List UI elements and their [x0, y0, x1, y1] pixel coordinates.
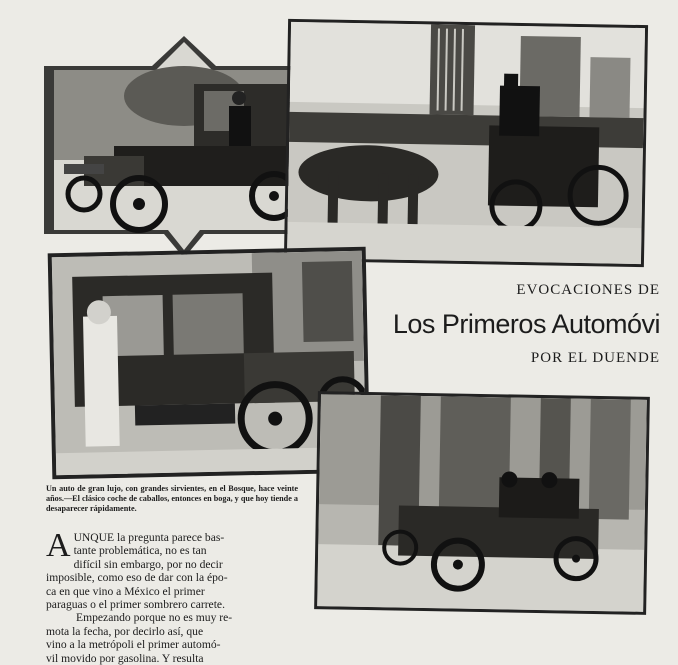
body-line: vino a la metrópoli el primer automó- [46, 638, 221, 652]
body-line: Empezando porque no es muy re- [76, 611, 233, 625]
title-kicker: EVOCACIONES DE [516, 282, 660, 298]
body-line: mota la fecha, por decirlo así, que [46, 624, 204, 638]
touring-car-illustration [317, 394, 647, 612]
body-line: difícil sin embargo, por no decir [73, 557, 223, 571]
photo-horse-carriage [284, 19, 648, 267]
article-byline: POR EL DUENDE [530, 350, 660, 366]
body-line: tante problemática, no es tan [73, 544, 207, 558]
photo-early-car [44, 36, 324, 258]
photo-caption: Un auto de gran lujo, con grandes sirvientes, en el Bosque, hace veinte años.—El clásico coche de caballos, entonces en boga, y que hoy tiende a desaparecer rápidamente. [46, 484, 298, 513]
drop-cap: A [46, 527, 71, 564]
article-body [46, 527, 304, 665]
photo-touring-car [314, 391, 650, 615]
article-headline: Los Primeros Automóvi [392, 309, 660, 339]
body-line: vil movido por gasolina. Y resulta [46, 651, 204, 665]
body-line: imposible, como eso de dar con la épo- [46, 571, 228, 585]
body-line: paraguas o el primer sombrero carrete. [46, 598, 225, 612]
article-title-block [370, 282, 660, 367]
early-car-illustration [44, 36, 324, 258]
carriage-illustration [287, 22, 645, 264]
body-line: UNQUE la pregunta parece bas- [73, 531, 225, 544]
body-line: ca en que vino a México el primer [46, 584, 205, 598]
